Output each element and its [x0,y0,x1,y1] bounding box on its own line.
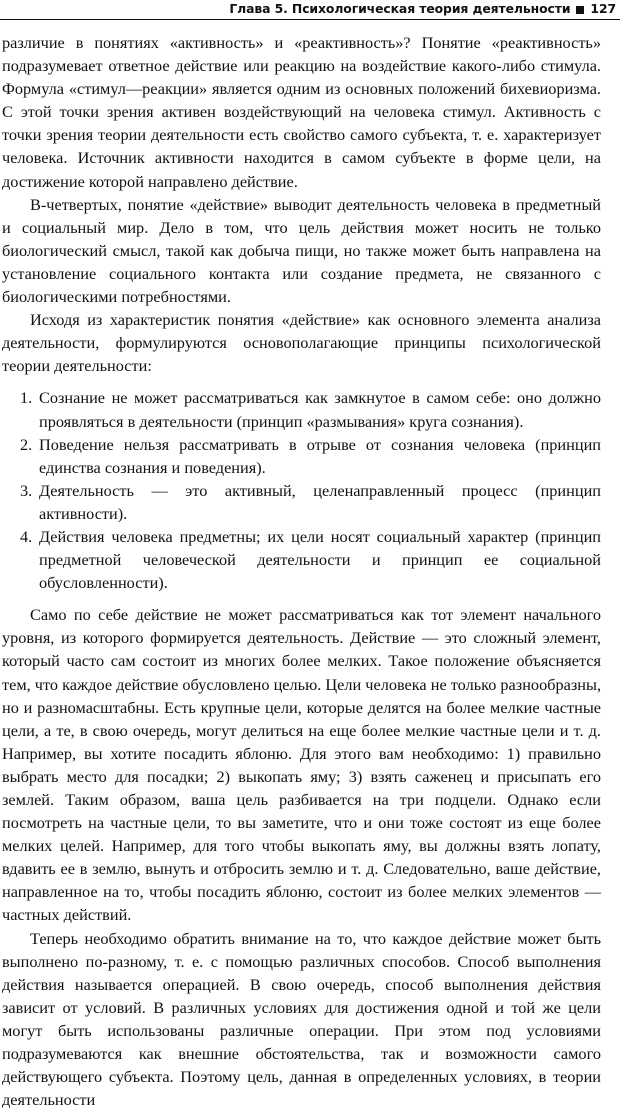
list-item [2,479,601,525]
list-item-text: Сознание не может рассматриваться как замкнутое в самом себе: оно должно проявляться в деятельности (принцип «размывания» круга сознания). [39,388,601,431]
page-body [2,31,601,1111]
list-number: 3. [20,480,33,500]
principles-list [2,386,601,594]
list-number: 1. [20,388,33,408]
list-item [2,433,601,479]
paragraph: Исходя из характеристик понятия «действие» как основного элемента анализа деятельности, формулируются основополагающие принципы психологической теории деятельности: [2,310,601,376]
list-item-text: Действия человека предметны; их цели носят социальный характер (принцип предметной человеческой деятельности и принцип ее социальной обусловленности). [39,526,601,593]
paragraph: В-четвертых, понятие «действие» выводит деятельность человека в предметный и социальный мир. Дело в том, что цель действия может носить не только биологический смысл, такой как добыча пищи, но также может быть направлена на установление социального контакта или создание предмета, не связанного с биологическими потребностями. [2,194,601,307]
running-header [0,0,620,20]
page-number: 127 [590,1,616,16]
list-number: 2. [20,434,33,454]
list-item [2,386,601,432]
paragraph: Теперь необходимо обратить внимание на то, что каждое действие может быть выполнено по-разному, т. е. с помощью различных способов. Способ выполнения действия называется операцией. В свою очередь, способ выполнения действия зависит от условий. В различных условиях для достижения одной и той же цели могут быть использованы различные операции. При этом под условиями подразумеваются как внешние обстоятельства, так и возможности самого действующего субъекта. Поэтому цель, данная в определенных условиях, в теории деятельности [2,928,601,1110]
square-bullet-icon [576,6,584,14]
chapter-title: Глава 5. Психологическая теория деятельности [229,1,571,16]
paragraph: различие в понятиях «активность» и «реактивность»? Понятие «реактивность» подразумевает ответное действие или реакцию на воздействие какого-либо стимула. Формула «стимул—реакции» является одним из основных положений бихевиоризма. С этой точки зрения активен воздействующий на человека стимул. Активность с точки зрения теории деятельности есть свойство самого субъекта, т. е. характеризует человека. Источник активности находится в самом субъекте в форме цели, на достижение которой направлено действие. [2,33,601,191]
list-number: 4. [20,526,33,546]
list-item-text: Поведение нельзя рассматривать в отрыве от сознания человека (принцип единства сознания и поведения). [39,434,601,477]
list-item [2,525,601,594]
paragraph: Само по себе действие не может рассматриваться как тот элемент начального уровня, из которого формируется деятельность. Действие — это сложный элемент, который часто сам состоит из многих более мелких. Такое положение объясняется тем, что каждое действие обусловлено целью. Цели человека не только разнообразны, но и разномасштабны. Есть крупные цели, которые делятся на более мелкие частные цели, а те, в свою очередь, могут делиться на еще более мелкие частные цели и т. д. Например, вы хотите посадить яблоню. Для этого вам необходимо: 1) правильно выбрать место для посадки; 2) выкопать яму; 3) взять саженец и присыпать его землей. Таким образом, ваша цель разбивается на три подцели. Однако если посмотреть на частные цели, то вы заметите, что и они тоже состоят из еще более мелких целей. Например, для того чтобы выкопать яму, вы должны взять лопату, вдавить ее в землю, вынуть и отбросить землю и т. д. Следовательно, ваше действие, направленное на то, чтобы посадить яблоню, состоит из более мелких элементов — частных действий. [2,605,602,925]
list-item-text: Деятельность — это активный, целенаправленный процесс (принцип активности). [39,480,601,523]
